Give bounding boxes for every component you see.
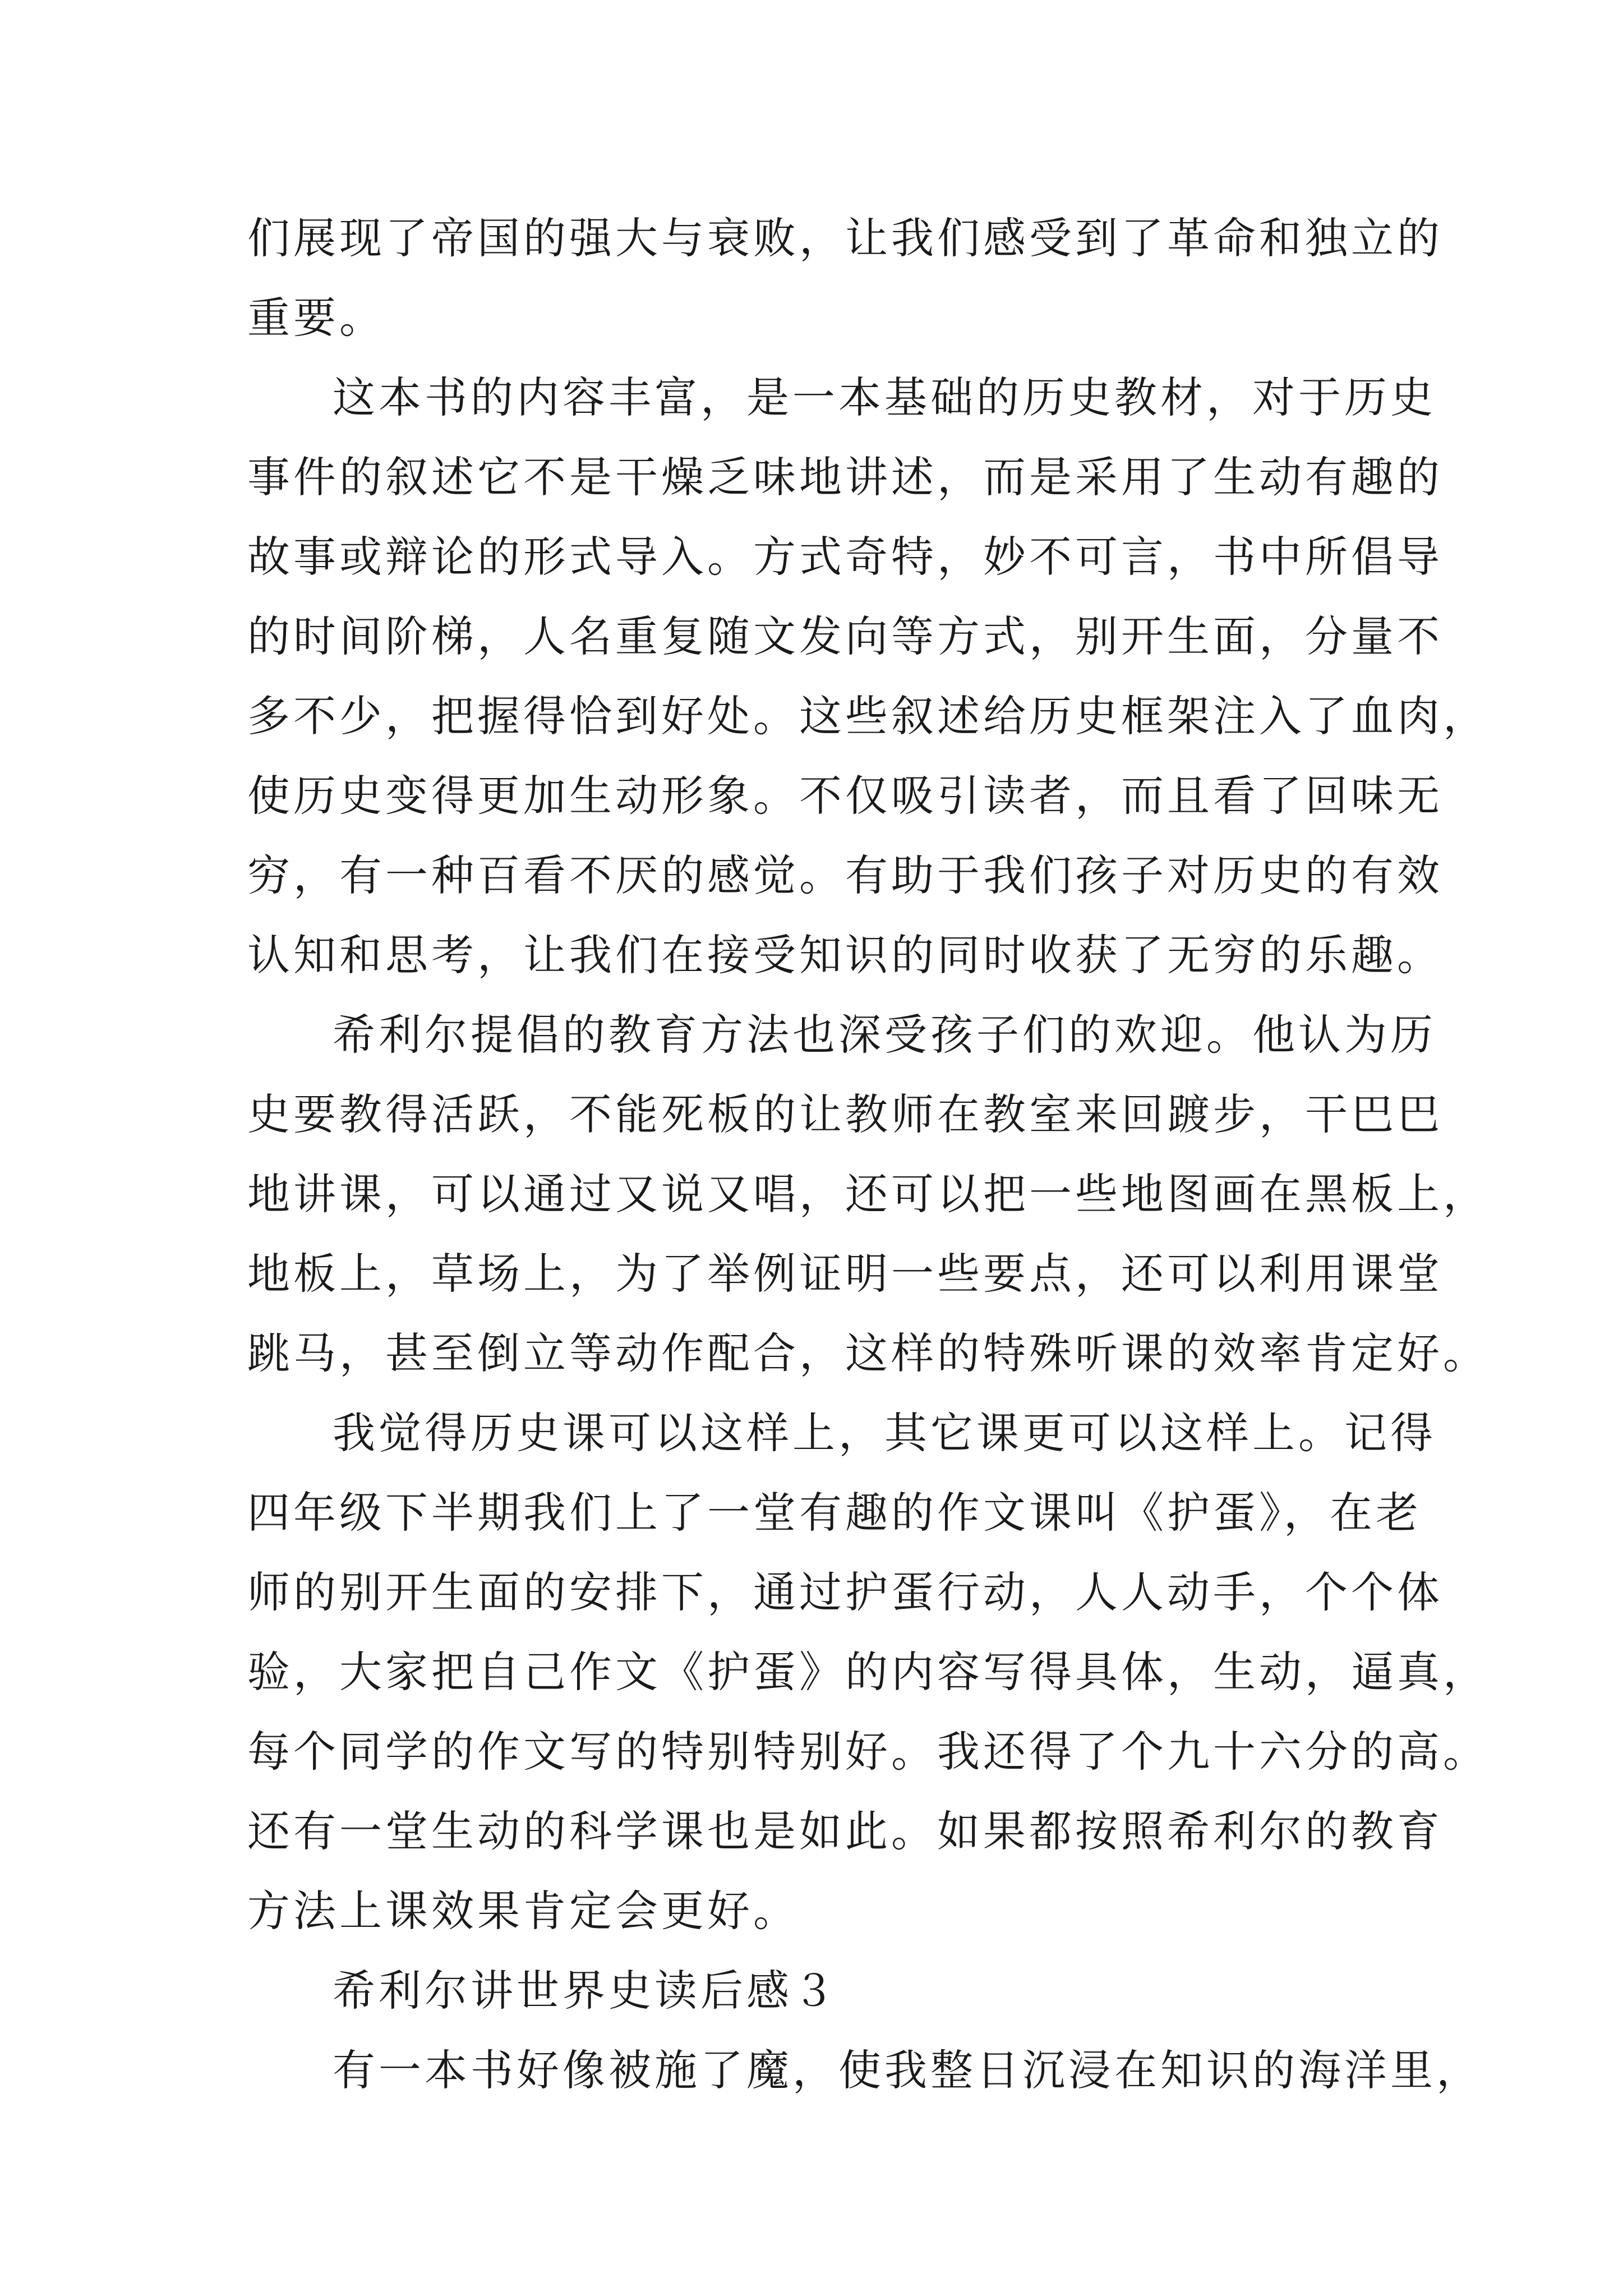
text-line: 穷，有一种百看不厌的感觉。有助于我们孩子对历史的有效 (247, 850, 1443, 900)
text-line: 故事或辩论的形式导入。方式奇特，妙不可言，书中所倡导 (247, 532, 1443, 582)
text-line: 师的别开生面的安排下，通过护蛋行动，人人动手，个个体 (247, 1567, 1443, 1617)
text-line: 还有一堂生动的科学课也是如此。如果都按照希利尔的教育 (247, 1806, 1443, 1856)
text-line: 四年级下半期我们上了一堂有趣的作文课叫《护蛋》，在老 (247, 1488, 1422, 1538)
text-line: 认知和思考，让我们在接受知识的同时收获了无穷的乐趣。 (247, 930, 1443, 980)
text-line: 的时间阶梯，人名重复随文发向等方式，别开生面，分量不 (247, 611, 1443, 661)
section-heading: 希利尔讲世界史读后感３ (333, 1966, 838, 2016)
text-line: 有一本书好像被施了魔，使我整日沉浸在知识的海洋里， (333, 2045, 1482, 2095)
text-line: 们展现了帝国的强大与衰败，让我们感受到了革命和独立的 (247, 213, 1443, 263)
text-line: 这本书的内容丰富，是一本基础的历史教材，对于历史 (333, 372, 1436, 422)
text-line: 重要。 (247, 293, 385, 343)
text-line: 验，大家把自己作文《护蛋》的内容写得具体，生动，逼真， (247, 1647, 1489, 1697)
text-line: 史要教得活跃，不能死板的让教师在教室来回踱步，干巴巴 (247, 1089, 1443, 1139)
text-line: 跳马，甚至倒立等动作配合，这样的特殊听课的效率肯定好。 (247, 1328, 1489, 1378)
text-line: 地讲课，可以通过又说又唱，还可以把一些地图画在黑板上， (247, 1169, 1489, 1219)
body-text (247, 199, 1489, 2110)
text-line: 事件的叙述它不是干燥乏味地讲述，而是采用了生动有趣的 (247, 452, 1443, 502)
text-line: 希利尔提倡的教育方法也深受孩子们的欢迎。他认为历 (333, 1010, 1436, 1060)
text-line: 方法上课效果肯定会更好。 (247, 1886, 799, 1936)
text-line: 多不少，把握得恰到好处。这些叙述给历史框架注入了血肉， (247, 691, 1489, 741)
text-line: 每个同学的作文写的特别特别好。我还得了个九十六分的高。 (247, 1727, 1489, 1777)
text-line: 我觉得历史课可以这样上，其它课更可以这样上。记得 (333, 1408, 1436, 1458)
text-line: 地板上，草场上，为了举例证明一些要点，还可以利用课堂 (247, 1249, 1443, 1299)
text-line: 使历史变得更加生动形象。不仅吸引读者，而且看了回味无 (247, 771, 1443, 821)
